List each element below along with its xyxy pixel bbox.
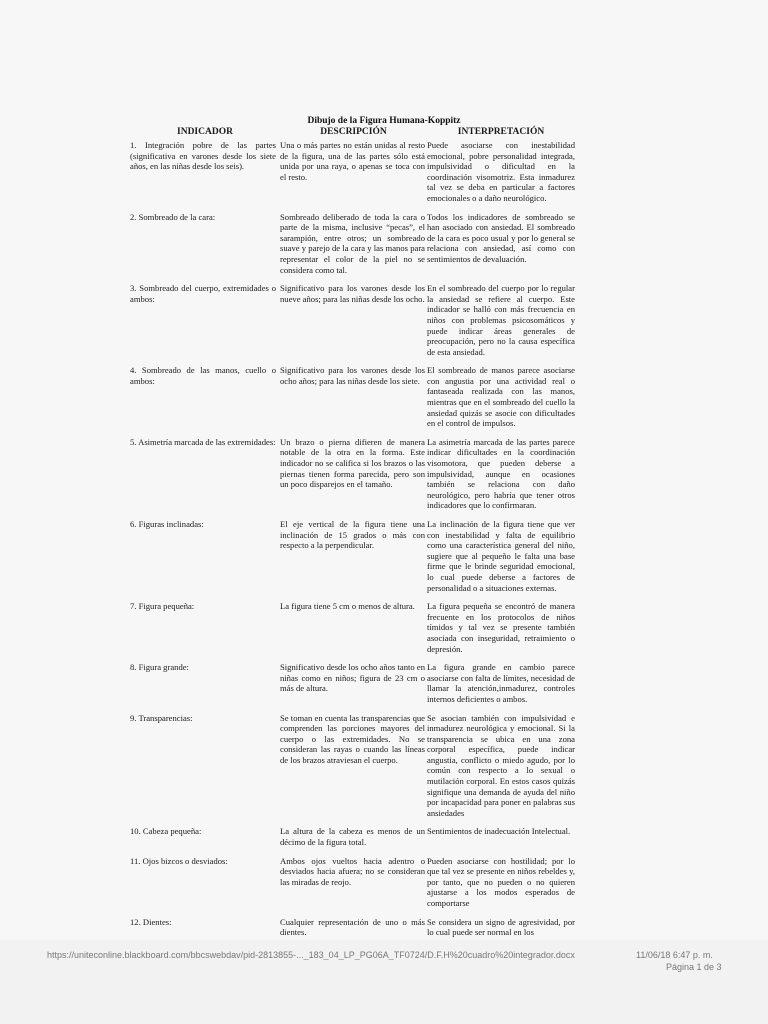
indicator-cell: 8. Figura grande:: [130, 662, 189, 673]
indicator-cell: 9. Transparencias:: [130, 712, 193, 723]
table-row: [130, 212, 575, 284]
indicator-cell: 6. Figuras inclinadas:: [130, 519, 204, 529]
interpretation-cell: La asimetría marcada de las partes parece indicar dificultades en la coordinación visomotora, que pueden deberse a impulsividad, aunque en ocasiones también se relaciona con daño neurológico, pero habría que tener otros indicadores que lo confirmaran.: [427, 436, 575, 511]
description-cell: El eje vertical de la figura tiene una inclinación de 15 grados o más con respecto a la perpendicular.: [280, 519, 425, 551]
description-cell: Ambos ojos vueltos hacia adentro o desviados hacia afuera; no se consideran las miradas de reojo.: [280, 855, 425, 887]
interpretation-cell: Pueden asociarse con hostilidad; por lo que tal vez se presente en niños rebeldes y, por tanto, que no pueden o no quieren ajustarse a los modos esperados de comportarse: [427, 855, 575, 908]
interpretation-cell: La figura grande en cambio parece asociarse con falta de límites, necesidad de llamar la atención,inmadurez, controles internos deficientes o ambos.: [427, 662, 575, 704]
interpretation-cell: La inclinación de la figura tiene que ver con inestabilidad y falta de equilibrio como una característica general del niño, sugiere que al pequeño le falta una base firme que le brinde seguridad emocional, lo cual puede deberse a factores de personalidad o a situaciones externas.: [427, 519, 575, 593]
table-row: [130, 601, 575, 662]
indicators-table: [130, 127, 575, 946]
indicator-cell: 11. Ojos bizcos o desviados:: [130, 855, 228, 866]
indicator-cell: 10. Cabeza pequeña:: [130, 826, 202, 837]
table-row: [130, 140, 575, 212]
interpretation-cell: Puede asociarse con inestabilidad emocional, pobre personalidad integrada, impulsividad o dificultad en la coordinación visomotriz. Esta inmadurez tal vez se deba en particular a factores emocionales o a daño neurológico.: [427, 140, 575, 203]
table-row: [130, 437, 575, 519]
table-row: [130, 917, 575, 946]
print-datetime: 11/06/18 6:47 p. m.: [636, 950, 713, 960]
table-row: [130, 826, 575, 855]
table-row: [130, 283, 575, 365]
indicator-cell: 4. Sombreado de las manos, cuello o ambos:: [130, 365, 276, 386]
description-cell: Cualquier representación de uno o más dientes.: [280, 916, 425, 938]
description-cell: La altura de la cabeza es menos de un décimo de la figura total.: [280, 826, 425, 848]
interpretation-cell: El sombreado de manos parece asociarse con angustia por una actividad real o fantaseada realizada con las manos, mientras que en el sombreado del cuello la ansiedad quizás se asocie con dificultades en el control de impulsos.: [427, 365, 575, 429]
description-cell: Significativo desde los ocho años tanto en niñas como en niños; figura de 23 cm o más de altura.: [280, 662, 425, 694]
table-row: [130, 519, 575, 601]
interpretation-cell: Se considera un signo de agresividad, por lo cual puede ser normal en los: [427, 916, 575, 938]
description-cell: La figura tiene 5 cm o menos de altura.: [280, 601, 415, 612]
document-title: Dibujo de la Figura Humana-Koppitz: [307, 116, 461, 126]
indicator-cell: 1. Integración pobre de las partes (significativa en varones desde los siete años, en las niñas desde los seis).: [130, 140, 276, 172]
description-cell: Se toman en cuenta las transparencias que comprenden las porciones mayores del cuerpo o las extremidades. No se consideran las rayas o cuando las líneas de los brazos atraviesan el cuerpo.: [280, 712, 425, 765]
header-interpretacion: INTERPRETACIÓN: [457, 127, 545, 137]
table-row: [130, 713, 575, 827]
interpretation-cell: Se asocian también con impulsividad e inmadurez neurológica y emocional. Si la transparencia se ubica en una zona corporal específica, puede indicar angustia, conflicto o miedo agudo, por lo común con respecto a lo sexual o mutilación corporal. En estos casos quizás signifique una demanda de ayuda del niño por incapacidad para poner en palabras sus ansiedades: [427, 712, 575, 818]
header-descripcion: DESCRIPCIÓN: [320, 127, 387, 137]
page-number: Página 1 de 3: [666, 962, 722, 972]
indicator-cell: 12. Dientes:: [130, 916, 172, 927]
table-row: [130, 365, 575, 437]
indicator-cell: 2. Sombreado de la cara:: [130, 211, 216, 222]
interpretation-cell: Sentimientos de inadecuación Intelectual.: [427, 826, 571, 837]
description-cell: Un brazo o pierna difieren de manera notable de la otra en la forma. Este indicador no se califica si los brazos o las piernas tienen forma parecida, pero son un poco disparejos en el tamaño.: [280, 436, 425, 490]
description-cell: Una o más partes no están unidas al resto de la figura, una de las partes sólo está unida por una raya, o apenas se toca con el resto.: [280, 140, 425, 182]
interpretation-cell: En el sombreado del cuerpo por lo regular la ansiedad se refiere al cuerpo. Este indicador se halló con más frecuencia en niños con problemas psicosomáticos y puede indicar áreas generales de preocupación, pero no la causa específica de esta ansiedad.: [427, 283, 575, 357]
description-cell: Significativo para los varones desde los nueve años; para las niñas desde los ocho.: [280, 283, 425, 304]
table-row: [130, 856, 575, 917]
indicator-cell: 3. Sombreado del cuerpo, extremidades o ambos:: [130, 283, 276, 304]
indicator-cell: 5. Asimetría marcada de las extremidades:: [130, 436, 276, 447]
description-cell: Sombreado deliberado de toda la cara o parte de la misma, inclusive “pecas”, el sarampión, entre otros; un sombreado suave y parejo de la cara y las manos para representar el color de la piel no se considera como tal.: [280, 211, 425, 275]
description-cell: Significativo para los varones desde los ocho años; para las niñas desde los siete.: [280, 365, 425, 386]
source-url[interactable]: https://uniteconline.blackboard.com/bbcswebdav/pid-2813855-..._183_04_LP_PG06A_TF0724/D.F.H%20cuadro%20integrador.docx: [47, 950, 575, 960]
header-indicador: INDICADOR: [177, 127, 233, 137]
indicator-cell: 7. Figura pequeña:: [130, 601, 195, 612]
interpretation-cell: La figura pequeña se encontró de manera frecuente en los protocolos de niños tímidos y tal vez se presente también asociada con inseguridad, retraimiento o depresión.: [427, 601, 575, 654]
table-row: [130, 662, 575, 712]
interpretation-cell: Todos los indicadores de sombreado se han asociado con ansiedad. El sombreado de la cara es poco usual y por lo general se relaciona con ansiedad, así como con sentimientos de devaluación.: [427, 211, 575, 264]
table-header-row: [130, 127, 575, 140]
